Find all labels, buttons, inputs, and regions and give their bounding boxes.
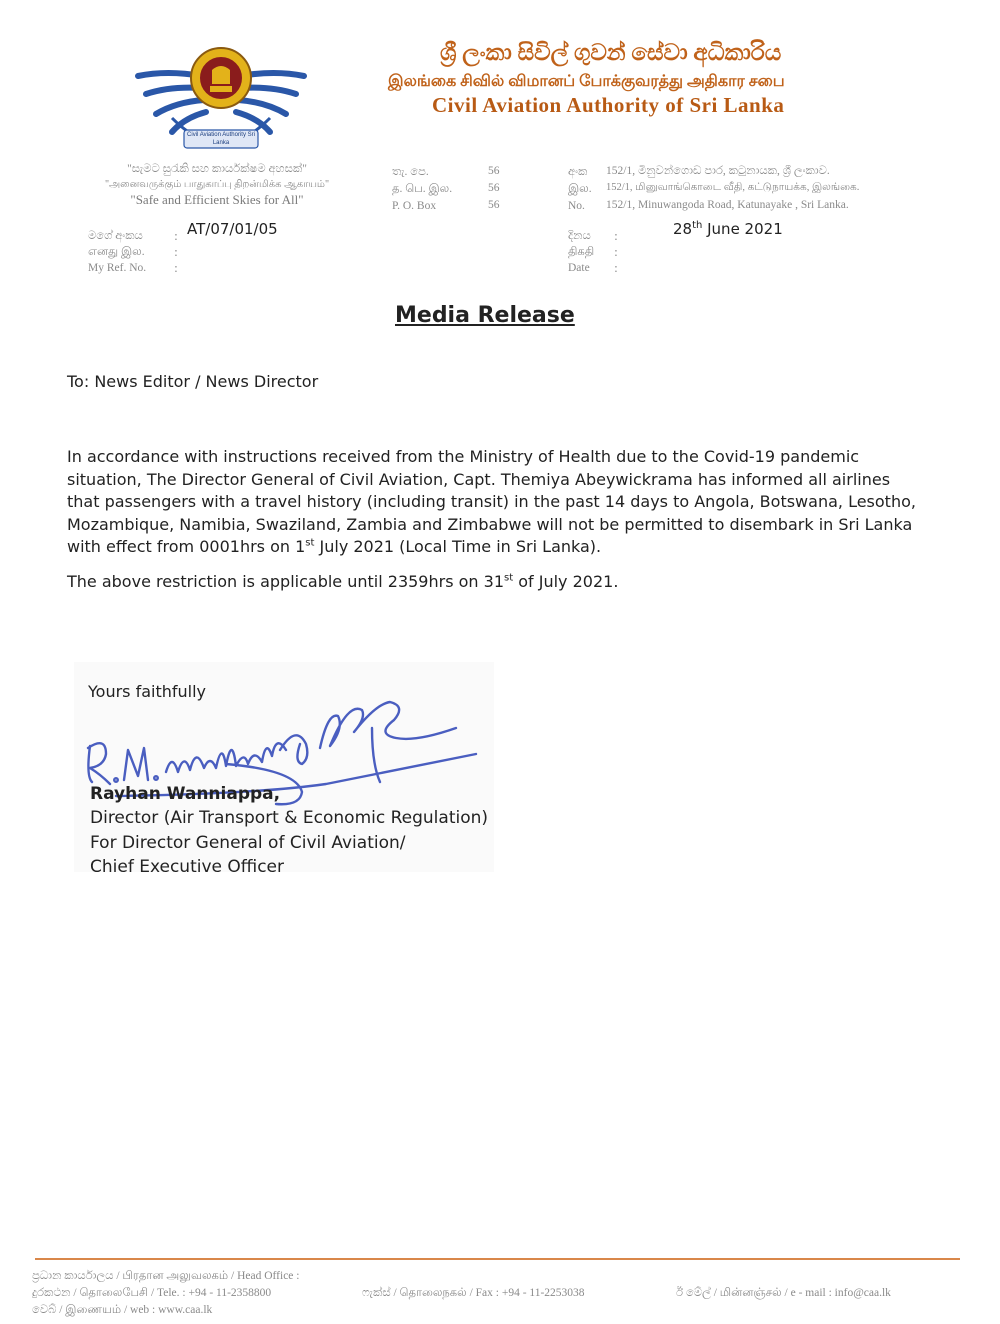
ref-label-english: My Ref. No.: [88, 262, 147, 274]
org-name-tamil: இலங்கை சிவில் விமானப் போக்குவரத்து அதிகார சபை: [388, 73, 785, 90]
page-title: Media Release: [395, 303, 575, 328]
addressee-line: To: News Editor / News Director: [67, 372, 319, 391]
signatory-name: Rayhan Wanniappa,: [90, 784, 281, 804]
footer-web: වෙබ් / இணையம் / web : www.caa.lk: [32, 1304, 213, 1316]
address-line: இல. 152/1, மினுவாங்கொடை வீதி, கட்டுநாயக்க, இலங்கை.: [568, 182, 860, 195]
po-box-line: තැ. පෙ. 56: [392, 165, 500, 178]
footer-telephone: දුරකථන / தொலைபேசி / Tele. : +94 - 11-2358800: [32, 1287, 272, 1299]
ref-labels: [88, 228, 188, 276]
signatory-title-2: For Director General of Civil Aviation/: [90, 833, 406, 853]
body-paragraph-1: In accordance with instructions received from the Ministry of Health due to the Covid-19 pandemic situation, The Director General of Civil Aviation, Capt. Themiya Abeywickrama has informed all airlines that passengers with a travel history (including transit) in the past 14 days to Angola, Botswana, Lesotho, Mozambique, Namibia, Swaziland, Zambia and Zimbabwe will not be permitted to disembark in Sri Lanka with effect from 0001hrs on 1st July 2021 (Local Time in Sri Lanka).: [67, 447, 916, 556]
po-box-block: [392, 163, 512, 214]
date-colons: : : :: [614, 229, 618, 275]
letter-date: 28th June 2021: [673, 220, 783, 238]
footer-rule: [35, 1258, 960, 1260]
caa-emblem: [132, 40, 310, 158]
ref-number: AT/07/01/05: [187, 220, 278, 238]
body-paragraph-2: The above restriction is applicable until 2359hrs on 31st of July 2021.: [67, 572, 619, 591]
address-line: අංක 152/1, මිනුවන්ගොඩ පාර, කටුනායක, ශ්‍රී ලංකාව.: [568, 165, 830, 178]
motto-block: [62, 162, 372, 208]
org-name-sinhala: ශ්‍රී ලංකා සිවිල් ගුවන් සේවා අධිකාරිය: [440, 40, 782, 65]
date-labels: [568, 228, 628, 276]
footer-email: ඊ මේල් / மின்னஞ்சல் / e - mail : info@caa.lk: [676, 1287, 891, 1299]
po-box-line: P. O. Box 56: [392, 199, 500, 212]
address-line: No. 152/1, Minuwangoda Road, Katunayake , Sri Lanka.: [568, 199, 849, 212]
footer-fax: ෆැක්ස් / தொலைநகல் / Fax : +94 - 11-2253038: [362, 1287, 585, 1299]
ref-colons: : : :: [174, 229, 178, 275]
closing-salutation: Yours faithfully: [88, 682, 207, 701]
org-name-english: Civil Aviation Authority of Sri Lanka: [432, 93, 785, 117]
footer-head-office: ප්‍රධාන කාර්යාලය / பிரதான அலுவலகம் / Head Office :: [32, 1270, 300, 1282]
address-block: [568, 163, 968, 214]
emblem-ribbon-text: Civil Aviation Authority Sri Lanka: [187, 132, 255, 146]
date-label-english: Date: [568, 262, 590, 274]
signatory-title-1: Director (Air Transport & Economic Regulation): [90, 808, 489, 828]
ref-label-sinhala: මගේ අංකය: [88, 230, 143, 242]
motto-sinhala: "සැමට සුරැකි සහ කාර්යක්ෂම අහසක්": [127, 163, 307, 175]
ref-label-tamil: எனது இல.: [88, 246, 145, 258]
signatory-title-3: Chief Executive Officer: [90, 857, 284, 877]
motto-english: "Safe and Efficient Skies for All": [130, 192, 304, 207]
po-box-line: த. பெ. இல. 56: [392, 182, 500, 195]
date-label-tamil: திகதி: [568, 246, 595, 258]
motto-tamil: "அனைவருக்கும் பாதுகாப்பு திறன்மிக்க ஆகாயம்": [104, 179, 330, 190]
date-label-sinhala: දිනය: [568, 230, 591, 242]
